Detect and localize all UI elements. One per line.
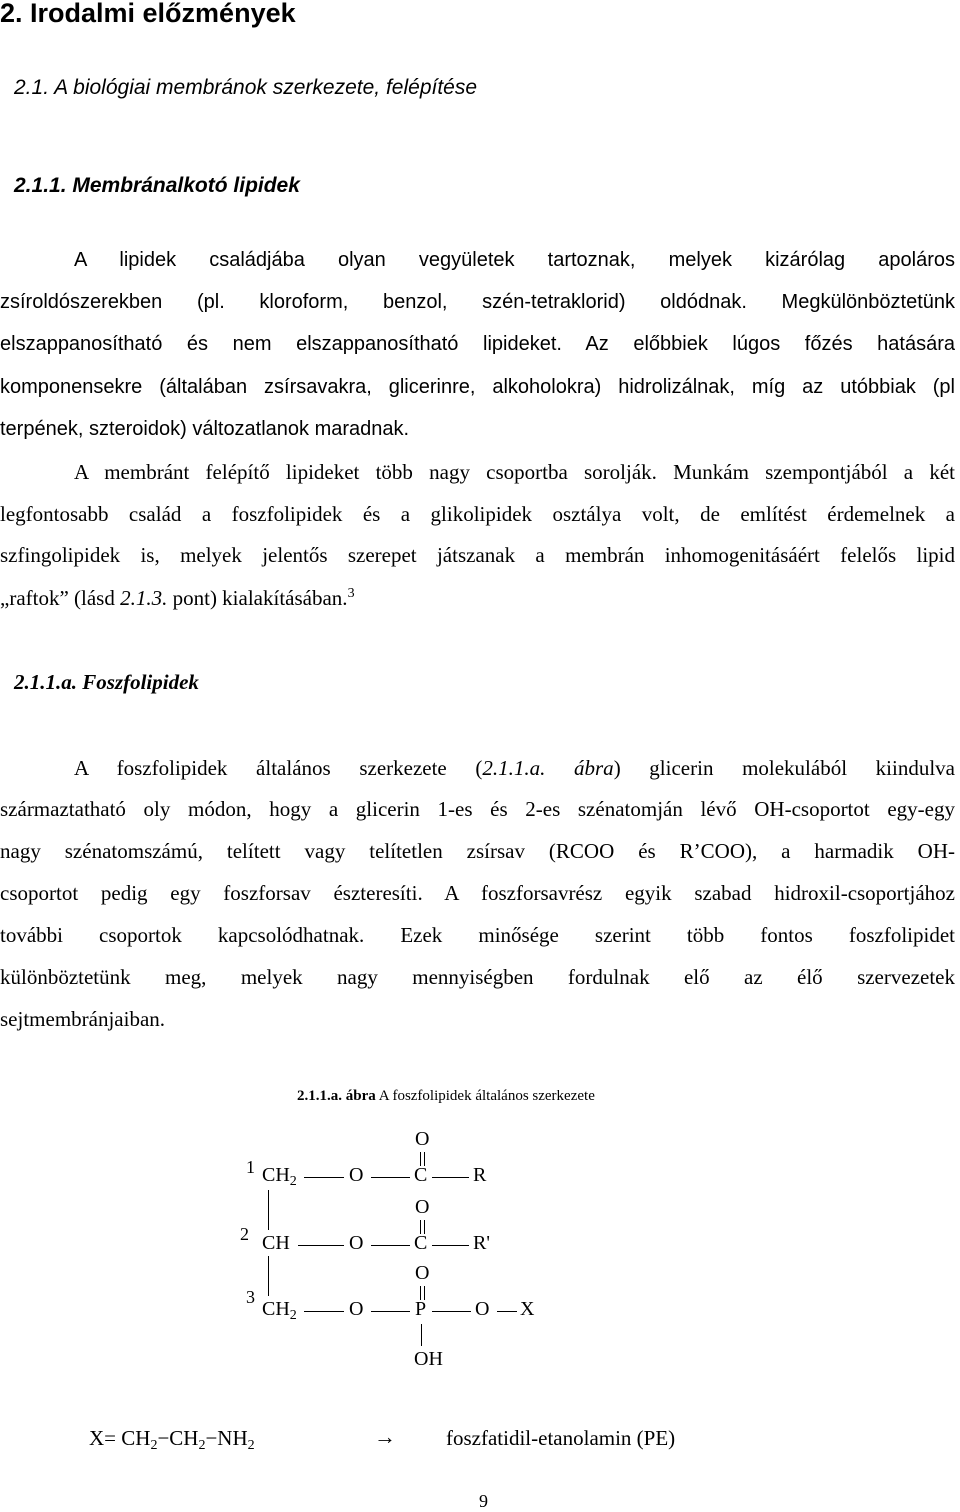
text-line: zsíroldószerekben (pl. kloroform, benzol, szén-tetraklorid) oldódnak. Megkülönböztetünk: [0, 291, 955, 313]
carbonyl-oxygen-1: O: [415, 1128, 430, 1150]
backbone-bond: [268, 1256, 269, 1296]
formula-nh: −NH: [205, 1426, 248, 1450]
bond-line: [298, 1245, 344, 1246]
text-line: [74, 756, 955, 781]
text-line: komponensekre (általában zsírsavakra, glicerinre, alkoholokra) hidrolizálnak, míg az utóbbiak (pl: [0, 376, 955, 398]
text-line: elszappanosítható és nem elszappanosítható lipideket. Az előbbiek lúgos főzés hatására: [0, 333, 955, 355]
figure-label: 2.1.1.a. ábra: [297, 1088, 376, 1104]
formula-x-equals: X= CH: [89, 1426, 151, 1450]
carbon-atom-1: C: [414, 1164, 428, 1186]
phosphorus-atom: P: [415, 1298, 427, 1320]
ch2-group-3: $CH_2$: [262, 1298, 297, 1323]
section-heading: 2.1. A biológiai membránok szerkezete, felépítése: [14, 76, 478, 99]
footnote-marker: 3: [347, 586, 355, 601]
bond-line: [432, 1177, 469, 1178]
text-span: pont) kialakításában.: [167, 586, 348, 610]
bond-line: [497, 1311, 517, 1312]
text-line: további csoportok kapcsolódhatnak. Ezek minősége szerint több fontos foszfolipidet: [0, 923, 955, 947]
compound-name: foszfatidil-etanolamin (PE): [446, 1426, 676, 1450]
arrow-icon: →: [374, 1424, 396, 1449]
text-line: A membránt felépítő lipideket több nagy csoportba sorolják. Munkám szempontjából a két: [74, 460, 955, 484]
subsection-heading: 2.1.1. Membránalkotó lipidek: [14, 174, 300, 197]
subscript: 2: [150, 1438, 158, 1453]
text-line: sejtmembránjaiban.: [0, 1007, 166, 1031]
figure-caption: [297, 1088, 595, 1105]
bond-line: [304, 1311, 344, 1312]
phosphate-oxygen-1: O: [349, 1298, 364, 1320]
page-number: 9: [479, 1491, 488, 1511]
cross-reference: 2.1.3.: [120, 586, 168, 610]
carbon-atom-2: C: [414, 1232, 428, 1254]
chapter-heading: 2. Irodalmi előzmények: [0, 0, 296, 28]
ch-group: CH: [262, 1232, 290, 1254]
hydroxyl-group: OH: [414, 1348, 443, 1370]
cross-reference: 2.1.1.a. ábra: [482, 756, 614, 780]
bond-line: [371, 1245, 410, 1246]
text-line: különböztetünk meg, melyek nagy mennyiségben fordulnak elő az élő szervezetek: [0, 965, 955, 989]
text-line: [0, 586, 955, 611]
text-span: „raftok” (lásd: [0, 586, 121, 610]
x-group-formula: [89, 1426, 255, 1454]
formula-ch: −CH: [157, 1426, 199, 1450]
text-line: terpének, szteroidok) változatlanok maradnak.: [0, 418, 410, 440]
bond-line: [432, 1311, 471, 1312]
bond-line: [432, 1245, 469, 1246]
phosphate-oxygen-2: O: [475, 1298, 490, 1320]
text-line: szfingolipidek is, melyek jelentős szerepet játszanak a membrán inhomogenitásáért felelős lipid: [0, 543, 955, 567]
text-span: A foszfolipidek általános szerkezete (: [74, 756, 483, 780]
text-line: legfontosabb család a foszfolipidek és a glikolipidek osztálya volt, de említést érdemelnek a: [0, 502, 955, 526]
ch2-group-1: $CH_2$: [262, 1164, 297, 1189]
ester-oxygen-2: O: [349, 1232, 364, 1254]
ester-oxygen-1: O: [349, 1164, 364, 1186]
subsubsection-heading: 2.1.1.a. Foszfolipidek: [14, 670, 199, 694]
carbon-number-3: 3: [246, 1287, 255, 1307]
text-line: A lipidek családjába olyan vegyületek tartoznak, melyek kizárólag apoláros: [74, 249, 955, 271]
carbon-number-2: 2: [240, 1224, 249, 1244]
r-group: R: [473, 1164, 487, 1186]
text-line: nagy szénatomszámú, telített vagy telítetlen zsírsav (RCOO és R’COO), a harmadik OH-: [0, 839, 955, 863]
x-group: X: [520, 1298, 535, 1320]
bond-line: [421, 1324, 422, 1346]
r-prime-group: R': [473, 1232, 490, 1254]
carbonyl-oxygen-2: O: [415, 1196, 430, 1218]
text-span: ) glicerin molekulából kiindulva: [613, 756, 955, 780]
bond-line: [304, 1177, 344, 1178]
phosphoryl-oxygen: O: [415, 1262, 430, 1284]
text-line: származtatható oly módon, hogy a glicerin 1-es és 2-es szénatomján lévő OH-csoportot egy-egy: [0, 797, 955, 821]
figure-caption-text: A foszfolipidek általános szerkezete: [378, 1088, 595, 1104]
bond-line: [371, 1311, 410, 1312]
subscript: 2: [247, 1438, 255, 1453]
subscript: 2: [198, 1438, 206, 1453]
backbone-bond: [268, 1190, 269, 1230]
text-line: csoportot pedig egy foszforsav észteresíti. A foszforsavrész egyik szabad hidroxil-csoportjához: [0, 881, 955, 905]
carbon-number-1: 1: [246, 1157, 255, 1177]
bond-line: [371, 1177, 410, 1178]
